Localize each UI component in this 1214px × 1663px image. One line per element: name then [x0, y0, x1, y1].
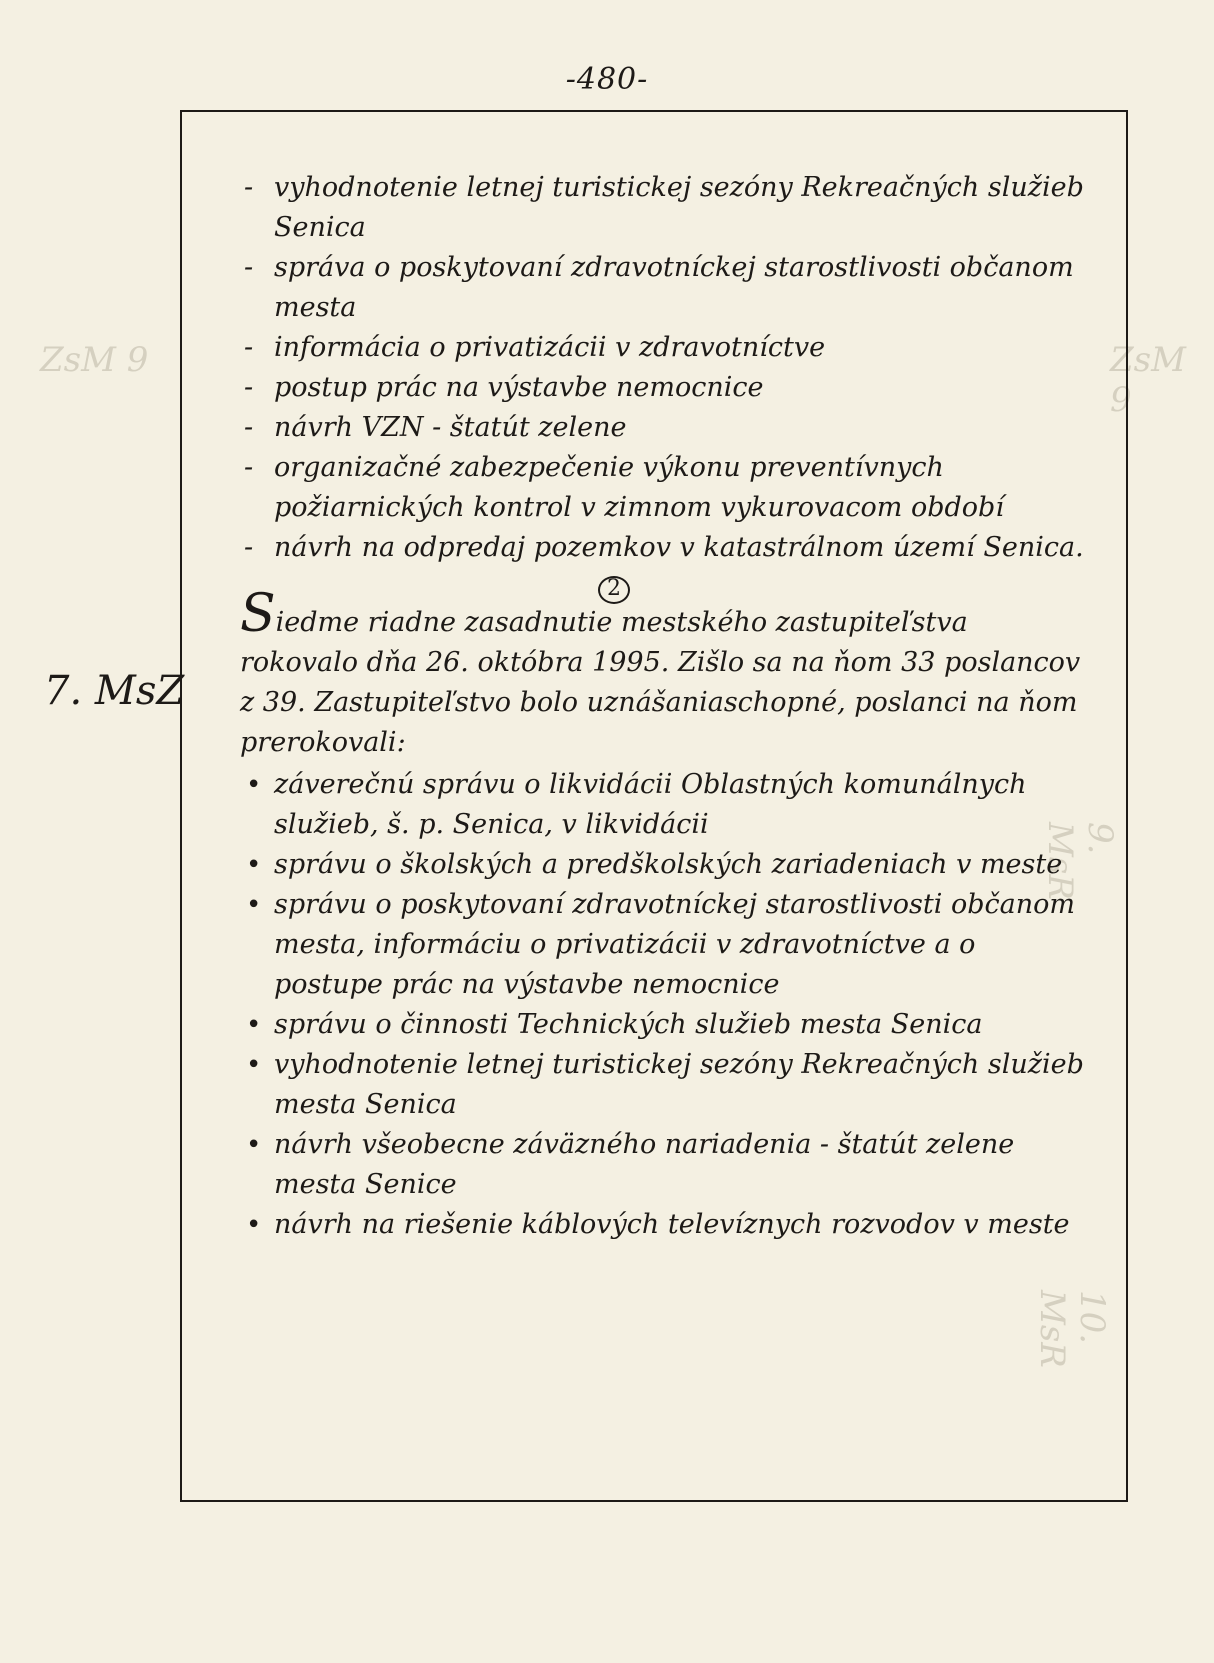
agenda-list: [240, 168, 1090, 568]
page-content: [240, 168, 1090, 1245]
bleed-through-text: ZsM 9: [40, 340, 149, 380]
page-number: -480-: [565, 62, 649, 97]
session-initial: S: [240, 584, 276, 644]
list-item: • záverečnú správu o likvidácii Oblastných komunálnych služieb, š. p. Senica, v likvidácii: [240, 765, 1090, 845]
list-item: - návrh VZN - štatút zelene: [240, 408, 1090, 448]
session-number-mark: 2: [598, 576, 630, 604]
list-item: • návrh všeobecne záväzného nariadenia - štatút zelene mesta Senice: [240, 1125, 1090, 1205]
session-paragraph: [240, 576, 1090, 763]
bleed-through-text: 10. MsR: [1032, 1290, 1112, 1368]
margin-note: 7. MsZ: [44, 668, 185, 714]
list-item: • návrh na riešenie káblových televíznych rozvodov v meste: [240, 1205, 1090, 1245]
list-item: - návrh na odpredaj pozemkov v katastrálnom území Senica.: [240, 528, 1090, 568]
list-item: - informácia o privatizácii v zdravotníctve: [240, 328, 1090, 368]
list-item: - vyhodnotenie letnej turistickej sezóny Rekreačných služieb Senica: [240, 168, 1090, 248]
list-item: • vyhodnotenie letnej turistickej sezóny Rekreačných služieb mesta Senica: [240, 1045, 1090, 1125]
list-item: • správu o poskytovaní zdravotníckej starostlivosti občanom mesta, informáciu o privatizácii v zdravotníctve a o postupe prác na výstavbe nemocnice: [240, 885, 1090, 1005]
list-item: • správu o činnosti Technických služieb mesta Senica: [240, 1005, 1090, 1045]
list-item: - organizačné zabezpečenie výkonu preventívnych požiarnických kontrol v zimnom vykurovacom období: [240, 448, 1090, 528]
session-agenda-list: [240, 765, 1090, 1245]
session-text: iedme riadne zasadnutie mestského zastupiteľstva rokovalo dňa 26. októbra 1995. Zišlo sa na ňom 33 poslancov z 39. Zastupiteľstvo bolo uznášaniaschopné, poslanci na ňom prerokovali:: [240, 607, 1081, 758]
bleed-through-text: ZsM 9: [1110, 340, 1186, 420]
bleed-through-text: 9. MsR: [1040, 822, 1120, 900]
list-item: - správa o poskytovaní zdravotníckej starostlivosti občanom mesta: [240, 248, 1090, 328]
list-item: • správu o školských a predškolských zariadeniach v meste: [240, 845, 1090, 885]
list-item: - postup prác na výstavbe nemocnice: [240, 368, 1090, 408]
